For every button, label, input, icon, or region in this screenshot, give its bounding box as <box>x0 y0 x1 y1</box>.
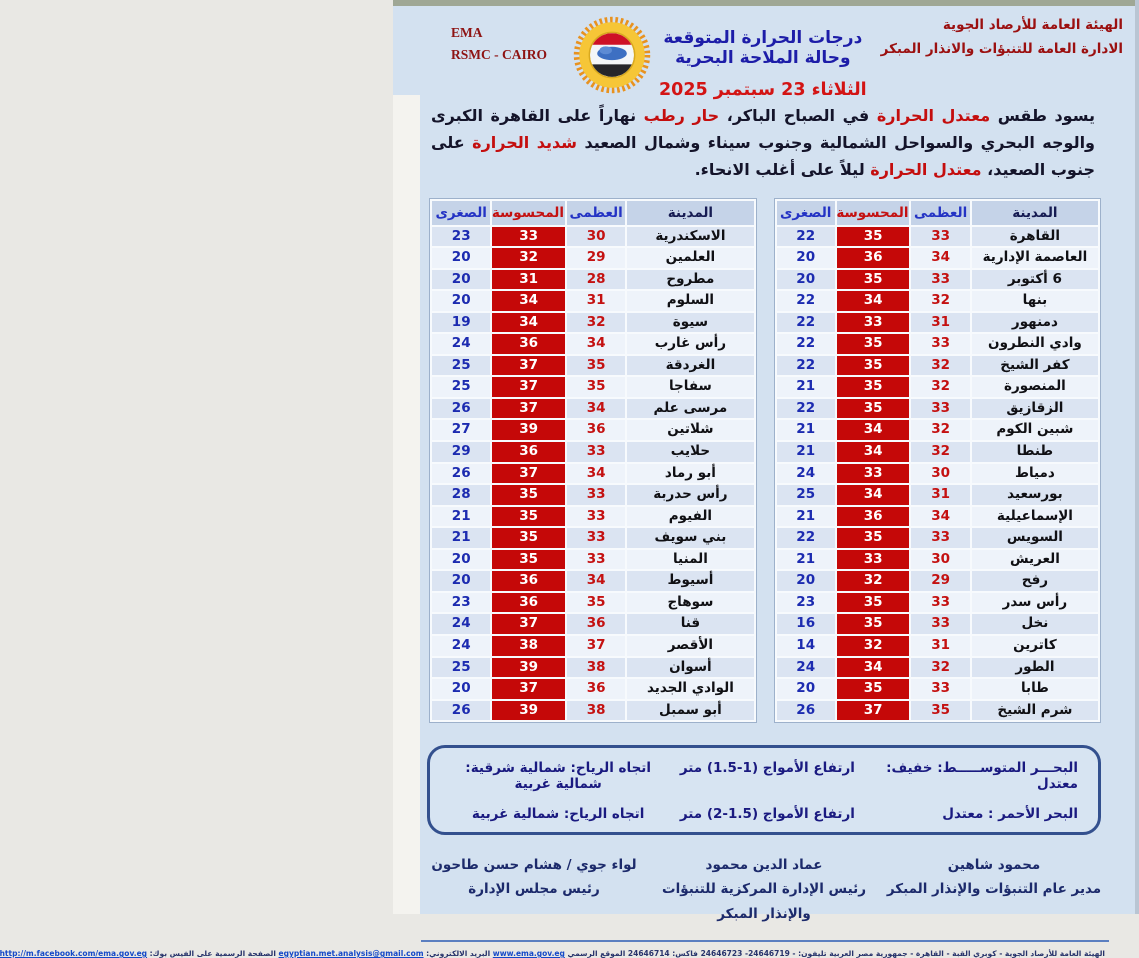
ema-line2: RSMC - CAIRO <box>451 46 547 62</box>
cell-felt: 33 <box>837 464 910 484</box>
table-row <box>777 528 1099 548</box>
agency-names <box>875 14 1129 61</box>
cell-city: المنيا <box>627 550 753 570</box>
table-row <box>432 420 754 440</box>
cell-max: 31 <box>567 291 625 311</box>
cell-max: 33 <box>567 528 625 548</box>
cell-max: 30 <box>567 227 625 247</box>
cell-max: 36 <box>567 614 625 634</box>
col-header-min: الصغرى <box>432 201 490 225</box>
cell-min: 24 <box>432 334 490 354</box>
cell-min: 23 <box>432 593 490 613</box>
table-row <box>777 485 1099 505</box>
cell-min: 24 <box>432 614 490 634</box>
document-title: درجات الحرارة المتوقعة وحالة الملاحة البحرية <box>663 28 863 68</box>
cell-city: الطور <box>972 658 1098 678</box>
col-header-city: المدينة <box>972 201 1098 225</box>
cell-city: رأس غارب <box>627 334 753 354</box>
header <box>393 0 1139 100</box>
table-row <box>777 507 1099 527</box>
cell-max: 38 <box>567 701 625 721</box>
wave-height-red-sea: ارتفاع الأمواج (1.5-2) متر <box>679 806 855 823</box>
text-segment: في الصباح الباكر، <box>719 106 877 125</box>
cell-city: كفر الشيخ <box>972 356 1098 376</box>
cell-city: الأقصر <box>627 636 753 656</box>
table-row <box>432 356 754 376</box>
signature-title: مدير عام التنبؤات والإنذار المبكر <box>886 881 1102 898</box>
forecast-text <box>431 102 1095 184</box>
cell-min: 28 <box>432 485 490 505</box>
cell-min: 20 <box>777 270 835 290</box>
ema-line1: EMA <box>451 25 483 40</box>
cell-felt: 34 <box>837 291 910 311</box>
cell-max: 33 <box>911 528 969 548</box>
cell-max: 30 <box>911 464 969 484</box>
cell-min: 20 <box>777 248 835 268</box>
cell-max: 31 <box>911 485 969 505</box>
cell-min: 22 <box>777 399 835 419</box>
table-row <box>777 313 1099 333</box>
cell-max: 33 <box>911 614 969 634</box>
table-row <box>432 442 754 462</box>
cell-felt: 39 <box>492 658 565 678</box>
cell-max: 35 <box>567 377 625 397</box>
cell-max: 33 <box>911 334 969 354</box>
wave-height-mediterranean: ارتفاع الأمواج (1-1.5) متر <box>679 760 855 777</box>
cell-city: الزقازيق <box>972 399 1098 419</box>
table-row <box>432 270 754 290</box>
cell-city: رأس سدر <box>972 593 1098 613</box>
footer-link[interactable]: www.ema.gov.eg <box>492 949 565 958</box>
table-row <box>777 658 1099 678</box>
cell-max: 34 <box>567 399 625 419</box>
cell-felt: 32 <box>492 248 565 268</box>
cell-city: القاهرة <box>972 227 1098 247</box>
footer-link[interactable]: http://m.facebook.com/ema.gov.eg <box>0 949 148 958</box>
table-row <box>432 658 754 678</box>
cell-max: 33 <box>567 485 625 505</box>
cell-min: 19 <box>432 313 490 333</box>
cell-max: 35 <box>567 356 625 376</box>
cell-max: 38 <box>567 658 625 678</box>
cell-city: أسوان <box>627 658 753 678</box>
cell-min: 25 <box>777 485 835 505</box>
cell-min: 20 <box>432 679 490 699</box>
cell-max: 36 <box>567 420 625 440</box>
cell-min: 20 <box>432 571 490 591</box>
cell-min: 22 <box>777 528 835 548</box>
cell-city: أبو سمبل <box>627 701 753 721</box>
cell-min: 29 <box>432 442 490 462</box>
cell-city: رأس حدربة <box>627 485 753 505</box>
signature-title: رئيس مجلس الإدارة <box>468 881 600 898</box>
cell-city: العريش <box>972 550 1098 570</box>
temperature-table <box>774 198 1102 724</box>
scan-edge-top <box>393 0 1139 6</box>
table-row <box>777 420 1099 440</box>
cell-city: أسيوط <box>627 571 753 591</box>
cell-max: 29 <box>911 571 969 591</box>
table-row <box>432 679 754 699</box>
wind-direction-red-sea: اتجاه الرياح: شمالية غربية <box>471 806 645 823</box>
cell-min: 21 <box>777 420 835 440</box>
cell-min: 25 <box>432 377 490 397</box>
cell-felt: 32 <box>837 636 910 656</box>
cell-min: 21 <box>777 507 835 527</box>
table-row <box>777 614 1099 634</box>
cell-felt: 35 <box>837 227 910 247</box>
cell-max: 34 <box>911 248 969 268</box>
footer-contact-line <box>0 949 1105 958</box>
cell-city: السلوم <box>627 291 753 311</box>
cell-felt: 33 <box>837 313 910 333</box>
text-segment: معتدل الحرارة <box>870 160 982 180</box>
cell-felt: 35 <box>837 356 910 376</box>
cell-felt: 37 <box>492 377 565 397</box>
table-row <box>777 636 1099 656</box>
cell-max: 32 <box>911 442 969 462</box>
cell-city: العلمين <box>627 248 753 268</box>
table-row <box>777 227 1099 247</box>
cell-max: 34 <box>567 571 625 591</box>
cell-felt: 36 <box>492 334 565 354</box>
cell-min: 20 <box>432 248 490 268</box>
cell-max: 33 <box>911 593 969 613</box>
cell-max: 32 <box>911 420 969 440</box>
cell-city: العاصمة الإدارية <box>972 248 1098 268</box>
agency-line1: الهيئة العامة للأرصاد الجوية <box>942 17 1123 33</box>
cell-city: المنصورة <box>972 377 1098 397</box>
cell-city: سوهاج <box>627 593 753 613</box>
cell-min: 21 <box>777 442 835 462</box>
cell-min: 22 <box>777 334 835 354</box>
cell-felt: 36 <box>492 593 565 613</box>
cell-city: سيوة <box>627 313 753 333</box>
cell-max: 31 <box>911 636 969 656</box>
cell-min: 24 <box>777 464 835 484</box>
text-segment: الصفحة الرسمية على الفيس بوك: <box>147 949 279 958</box>
signature-central-admin-head <box>649 853 879 926</box>
col-header-max: العظمى <box>567 201 625 225</box>
cell-min: 22 <box>777 291 835 311</box>
cell-city: شلاتين <box>627 420 753 440</box>
cell-min: 24 <box>432 636 490 656</box>
cell-felt: 35 <box>837 679 910 699</box>
document-date: الثلاثاء 23 سبتمبر 2025 <box>658 80 867 100</box>
table-row <box>432 485 754 505</box>
cell-min: 21 <box>432 507 490 527</box>
cell-city: نخل <box>972 614 1098 634</box>
table-row <box>432 227 754 247</box>
cell-min: 14 <box>777 636 835 656</box>
table-row <box>777 399 1099 419</box>
cell-min: 27 <box>432 420 490 440</box>
cell-min: 23 <box>777 593 835 613</box>
cell-felt: 35 <box>837 334 910 354</box>
cell-city: الوادي الجديد <box>627 679 753 699</box>
cell-city: طابا <box>972 679 1098 699</box>
table-row <box>777 356 1099 376</box>
cell-felt: 35 <box>837 377 910 397</box>
cell-felt: 34 <box>837 485 910 505</box>
table-row <box>777 464 1099 484</box>
table-row <box>432 550 754 570</box>
cell-max: 32 <box>567 313 625 333</box>
cell-felt: 35 <box>837 270 910 290</box>
cell-city: طنطا <box>972 442 1098 462</box>
marine-conditions-box <box>427 745 1101 835</box>
col-header-max: العظمى <box>911 201 969 225</box>
cell-city: شبين الكوم <box>972 420 1098 440</box>
cell-felt: 37 <box>492 356 565 376</box>
cell-max: 34 <box>567 464 625 484</box>
cell-city: مطروح <box>627 270 753 290</box>
text-segment: نهاراً على القاهرة الكبرى والوجه البحري والسواحل الشمالية وجنوب سيناء وشمال الصعيد <box>431 106 1096 153</box>
cell-felt: 32 <box>837 571 910 591</box>
cell-min: 21 <box>777 550 835 570</box>
cell-min: 23 <box>432 227 490 247</box>
sea-name-red-sea: البحر الأحمر : معتدل <box>942 806 1078 823</box>
table-row <box>777 270 1099 290</box>
cell-felt: 37 <box>492 679 565 699</box>
signature-title: رئيس الإدارة المركزية للتنبؤات والإنذار المبكر <box>662 881 866 922</box>
footer-divider <box>421 940 1109 942</box>
cell-max: 30 <box>911 550 969 570</box>
cell-felt: 35 <box>492 528 565 548</box>
cell-felt: 35 <box>837 399 910 419</box>
cell-min: 20 <box>777 679 835 699</box>
cell-max: 34 <box>567 334 625 354</box>
cell-city: مرسى علم <box>627 399 753 419</box>
cell-city: الإسماعيلية <box>972 507 1098 527</box>
cell-min: 22 <box>777 356 835 376</box>
table-row <box>432 571 754 591</box>
cell-max: 29 <box>567 248 625 268</box>
cell-max: 33 <box>567 507 625 527</box>
col-header-felt: المحسوسة <box>837 201 910 225</box>
cell-max: 33 <box>911 679 969 699</box>
cell-min: 25 <box>432 356 490 376</box>
cell-city: أبو رماد <box>627 464 753 484</box>
cell-felt: 37 <box>837 701 910 721</box>
signature-name: محمود شاهين <box>947 857 1041 874</box>
scan-edge-right <box>1135 0 1139 914</box>
table-row <box>777 377 1099 397</box>
cell-felt: 34 <box>837 420 910 440</box>
cell-min: 24 <box>777 658 835 678</box>
cell-felt: 35 <box>837 593 910 613</box>
cell-felt: 37 <box>492 399 565 419</box>
cell-max: 35 <box>911 701 969 721</box>
signature-name: لواء جوي / هشام حسن طاحون <box>431 857 637 874</box>
cell-felt: 33 <box>492 227 565 247</box>
cell-felt: 34 <box>492 313 565 333</box>
temperature-tables <box>429 198 1101 724</box>
table-row <box>777 248 1099 268</box>
title-block <box>651 14 875 100</box>
cell-city: بنها <box>972 291 1098 311</box>
cell-max: 36 <box>567 679 625 699</box>
cell-min: 22 <box>777 313 835 333</box>
table-row <box>432 248 754 268</box>
table-row <box>777 550 1099 570</box>
scan-edge-left <box>393 95 420 914</box>
agency-line2: الادارة العامة للتنبؤات والانذار المبكر <box>880 40 1123 57</box>
cell-felt: 35 <box>837 614 910 634</box>
cell-felt: 35 <box>492 550 565 570</box>
cell-city: حلايب <box>627 442 753 462</box>
cell-min: 16 <box>777 614 835 634</box>
cell-felt: 33 <box>837 550 910 570</box>
cell-city: السويس <box>972 528 1098 548</box>
cell-max: 32 <box>911 356 969 376</box>
cell-city: رفح <box>972 571 1098 591</box>
cell-max: 33 <box>911 399 969 419</box>
cell-max: 32 <box>911 377 969 397</box>
table-row <box>777 701 1099 721</box>
cell-felt: 35 <box>492 507 565 527</box>
cell-city: الاسكندرية <box>627 227 753 247</box>
table-row <box>777 571 1099 591</box>
temperature-table <box>429 198 757 724</box>
cell-felt: 37 <box>492 614 565 634</box>
cell-city: 6 أكتوبر <box>972 270 1098 290</box>
sea-name-mediterranean: البحـــر المتوســـــط: خفيف: معتدل <box>886 760 1078 793</box>
ema-sun-flag-logo-icon <box>573 16 651 94</box>
cell-felt: 37 <box>492 464 565 484</box>
table-coasts-upper-egypt <box>429 198 757 724</box>
cell-felt: 36 <box>837 507 910 527</box>
text-segment: على جنوب الصعيد، <box>431 133 1095 180</box>
cell-felt: 36 <box>492 571 565 591</box>
cell-min: 20 <box>432 291 490 311</box>
cell-max: 32 <box>911 658 969 678</box>
cell-max: 28 <box>567 270 625 290</box>
text-segment: يسود طقس <box>990 106 1095 125</box>
cell-min: 26 <box>432 464 490 484</box>
cell-min: 21 <box>432 528 490 548</box>
cell-min: 21 <box>777 377 835 397</box>
table-row <box>432 701 754 721</box>
table-row <box>432 377 754 397</box>
cell-city: كاترين <box>972 636 1098 656</box>
table-header-row <box>432 201 754 225</box>
signature-forecast-director <box>879 853 1109 926</box>
cell-min: 25 <box>432 658 490 678</box>
table-row <box>432 528 754 548</box>
cell-max: 31 <box>911 313 969 333</box>
table-row <box>777 679 1099 699</box>
table-row <box>777 442 1099 462</box>
cell-max: 37 <box>567 636 625 656</box>
table-row <box>432 636 754 656</box>
cell-city: سفاجا <box>627 377 753 397</box>
table-row <box>432 464 754 484</box>
cell-max: 33 <box>567 442 625 462</box>
cell-city: دمياط <box>972 464 1098 484</box>
cell-felt: 31 <box>492 270 565 290</box>
cell-city: دمنهور <box>972 313 1098 333</box>
text-segment: البريد الالكتروني: <box>423 949 493 958</box>
table-row <box>777 593 1099 613</box>
cell-max: 33 <box>911 270 969 290</box>
ema-label <box>403 14 547 65</box>
cell-felt: 34 <box>492 291 565 311</box>
col-header-city: المدينة <box>627 201 753 225</box>
text-segment: ليلاً على أغلب الانحاء. <box>694 160 871 180</box>
text-segment: الهيئة العامة للأرصاد الجوية - كوبري القبة - القاهرة - جمهورية مصر العربية تليفون: - 24646719- 24646723 فاكس: 24646714 الموقع الرسمي <box>564 949 1105 958</box>
cell-felt: 39 <box>492 701 565 721</box>
cell-city: بورسعيد <box>972 485 1098 505</box>
col-header-felt: المحسوسة <box>492 201 565 225</box>
table-row <box>777 334 1099 354</box>
cell-city: شرم الشيخ <box>972 701 1098 721</box>
cell-felt: 38 <box>492 636 565 656</box>
table-row <box>432 313 754 333</box>
table-row <box>777 291 1099 311</box>
cell-city: وادي النطرون <box>972 334 1098 354</box>
table-row <box>432 291 754 311</box>
footer-link[interactable]: egyptian.met.analysis@gmail.com <box>278 949 424 958</box>
cell-max: 33 <box>567 550 625 570</box>
cell-city: بني سويف <box>627 528 753 548</box>
cell-felt: 35 <box>837 528 910 548</box>
text-segment: شديد الحرارة <box>472 133 577 153</box>
cell-max: 34 <box>911 507 969 527</box>
table-header-row <box>777 201 1099 225</box>
cell-min: 26 <box>432 399 490 419</box>
text-segment: حار رطب <box>643 106 720 125</box>
cell-max: 32 <box>911 291 969 311</box>
table-row <box>432 399 754 419</box>
col-header-min: الصغرى <box>777 201 835 225</box>
cell-felt: 36 <box>492 442 565 462</box>
text-segment: معتدل الحرارة <box>876 106 991 125</box>
table-row <box>432 334 754 354</box>
cell-min: 20 <box>777 571 835 591</box>
cell-city: قنا <box>627 614 753 634</box>
signature-name: عماد الدين محمود <box>705 857 823 874</box>
cell-min: 26 <box>432 701 490 721</box>
table-row <box>432 507 754 527</box>
cell-min: 20 <box>432 270 490 290</box>
table-cairo-delta-sinai <box>774 198 1102 724</box>
signature-board-chairman <box>419 853 649 926</box>
cell-felt: 39 <box>492 420 565 440</box>
cell-felt: 34 <box>837 658 910 678</box>
cell-max: 35 <box>567 593 625 613</box>
signatures <box>419 853 1109 926</box>
table-row <box>432 614 754 634</box>
cell-felt: 35 <box>492 485 565 505</box>
cell-city: الفيوم <box>627 507 753 527</box>
cell-min: 20 <box>432 550 490 570</box>
cell-max: 33 <box>911 227 969 247</box>
wind-direction-mediterranean: اتجاه الرياح: شمالية شرقية: شمالية غربية <box>465 760 651 793</box>
cell-felt: 34 <box>837 442 910 462</box>
cell-city: الغردقة <box>627 356 753 376</box>
cell-min: 26 <box>777 701 835 721</box>
table-row <box>432 593 754 613</box>
cell-felt: 36 <box>837 248 910 268</box>
cell-min: 22 <box>777 227 835 247</box>
